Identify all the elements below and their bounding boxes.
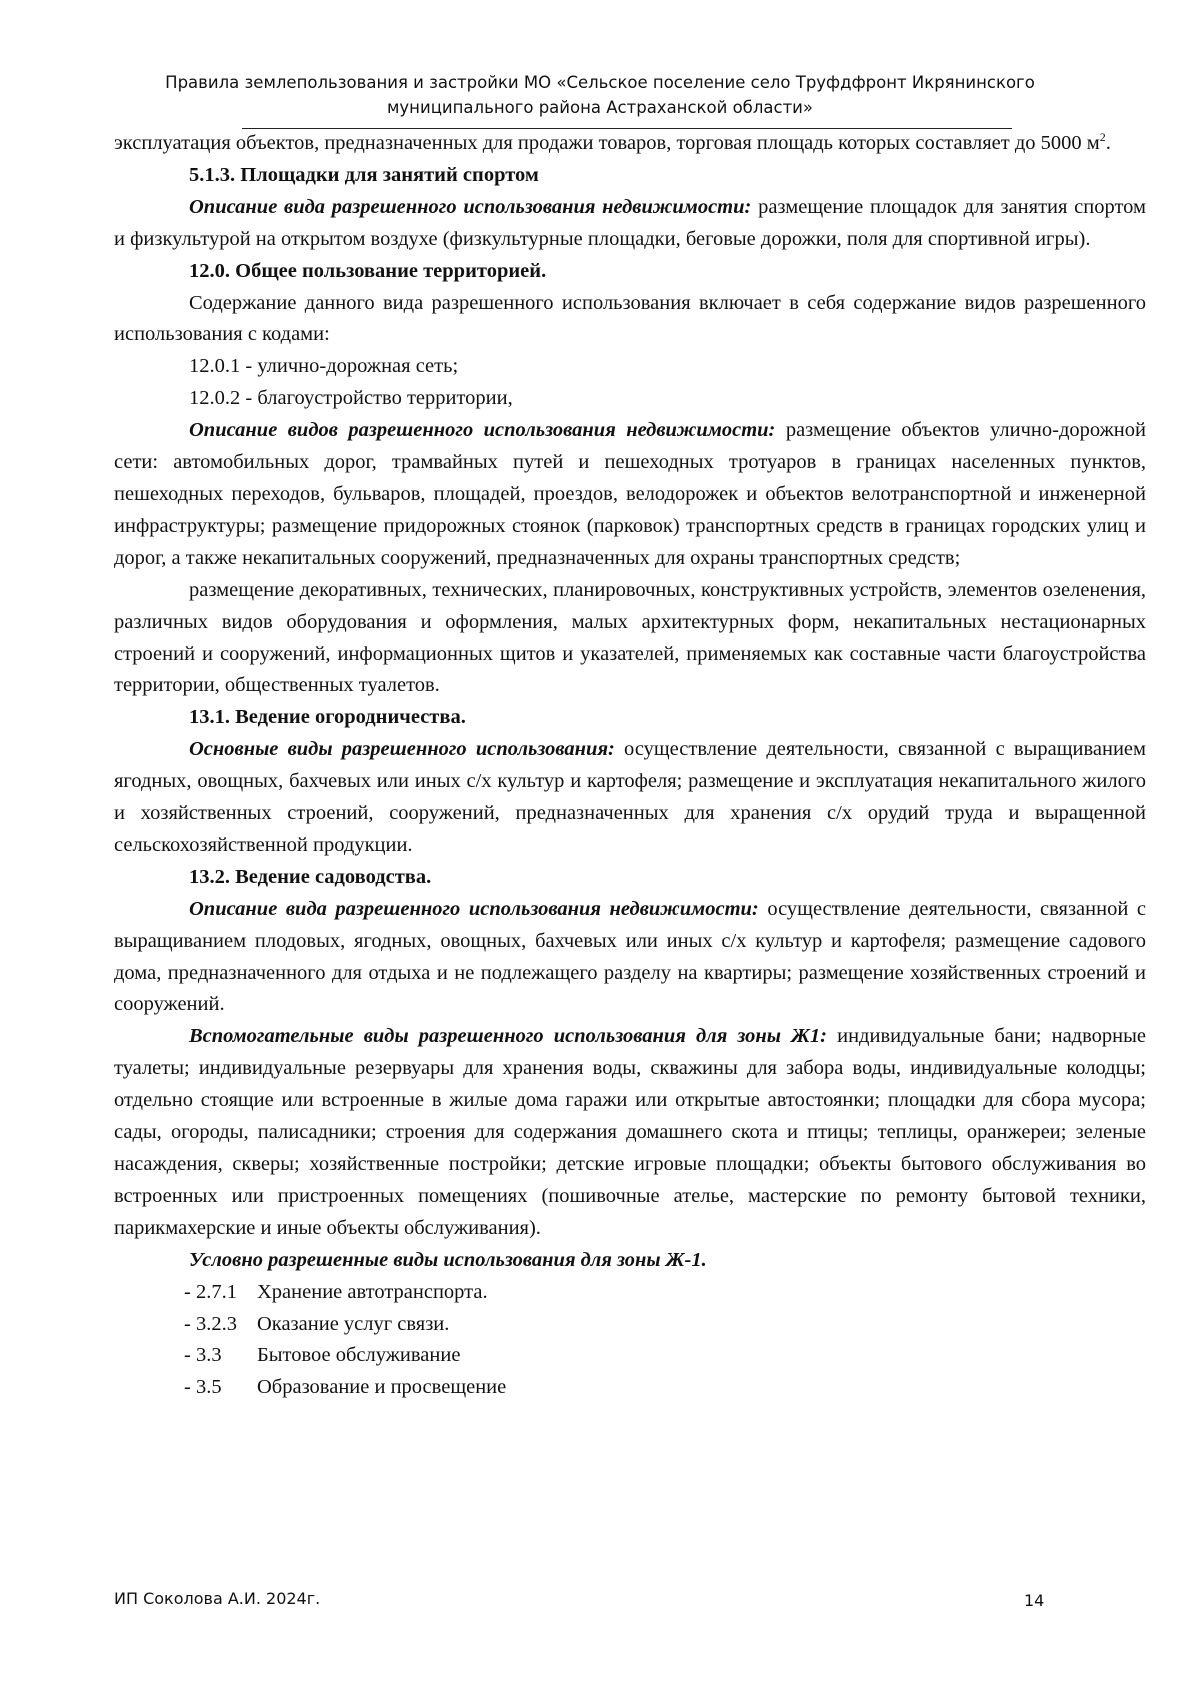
superscript: 2 — [1099, 130, 1106, 145]
list-item-code: - 2.7.1 — [184, 1280, 237, 1303]
document-body — [114, 128, 1146, 1404]
heading-5-1-3: 5.1.3. Площадки для занятий спортом — [189, 163, 539, 186]
list-item-code: - 3.5 — [184, 1376, 222, 1399]
paragraph-12-0-content: Содержание данного вида разрешенного использования включает в себя содержание видов разрешенного использования с кодами: — [114, 291, 1146, 346]
list-item-code: - 3.3 — [184, 1344, 222, 1367]
paragraph-sport-description: Описание вида разрешенного использования недвижимости: размещение площадок для занятия спортом и физкультурой на открытом воздухе (физкультурные площадки, беговые дорожки, поля для спортивной игры). — [114, 195, 1146, 250]
list-item — [114, 1309, 1146, 1341]
list-item — [114, 1277, 1146, 1309]
header-line-1: Правила землепользования и застройки МО «Сельское поселение село Труфдфронт Икрянинского — [165, 73, 1035, 92]
heading-13-2: 13.2. Ведение садоводства. — [189, 865, 432, 888]
list-item — [114, 1372, 1146, 1404]
list-item-text: Оказание услуг связи. — [257, 1312, 450, 1335]
list-item-code: - 3.2.3 — [184, 1312, 237, 1335]
paragraph-continued: эксплуатация объектов, предназначенных для продажи товаров, торговая площадь которых составляет до 5000 $м^2$. — [114, 130, 1111, 154]
header-line-2: муниципального района Астраханской области» — [386, 98, 814, 117]
paragraph-landscaping: размещение декоративных, технических, планировочных, конструктивных устройств, элементов озеленения, различных видов оборудования и оформления, малых архитектурных форм, некапитальных нестационарных строений и сооружений, информационных щитов и указателей, применяемых как составные части благоустройства территории, общественных туалетов. — [114, 578, 1146, 697]
footer-author: ИП Соколова А.И. 2024г. — [114, 1589, 321, 1608]
heading-conditional-uses: Условно разрешенные виды использования для зоны Ж-1. — [189, 1248, 707, 1271]
heading-12-0: 12.0. Общее пользование территорией. — [189, 259, 547, 282]
list-item — [114, 1340, 1146, 1372]
list-item-text: Хранение автотранспорта. — [257, 1280, 488, 1303]
code-12-0-2: 12.0.2 - благоустройство территории, — [189, 387, 513, 410]
page-number: 14 — [1024, 1591, 1045, 1610]
heading-13-1: 13.1. Ведение огородничества. — [189, 706, 466, 729]
list-item-text: Бытовое обслуживание — [257, 1344, 461, 1367]
paragraph-road-description: Описание видов разрешенного использования недвижимости: размещение объектов улично-дорожной сети: автомобильных дорог, трамвайных путей и пешеходных тротуаров в границах населенных пунктов, пешеходных переходов, бульваров, площадей, проездов, велодорожек и объектов велотранспортной и инженерной инфраструктуры; размещение придорожных стоянок (парковок) транспортных средств в границах городских улиц и дорог, а также некапитальных сооружений, предназначенных для охраны транспортных средств; — [114, 419, 1146, 569]
page-header — [150, 70, 1050, 120]
paragraph-auxiliary-uses: Вспомогательные виды разрешенного использования для зоны Ж1: индивидуальные бани; надворные туалеты; индивидуальные резервуары для хранения воды, скважины для забора воды, индивидуальные колодцы; отдельно стоящие или встроенные в жилые дома гаражи или открытые автостоянки; площадки для сбора мусора; сады, огороды, палисадники; строения для содержания домашнего скота и птицы; теплицы, оранжереи; зеленые насаждения, скверы; хозяйственные постройки; детские игровые площадки; объекты бытового обслуживания во встроенных или пристроенных помещениях (пошивочные ателье, мастерские по ремонту бытовой техники, парикмахерские и иные объекты обслуживания). — [114, 1025, 1146, 1239]
paragraph-gardening-main: Основные виды разрешенного использования: осуществление деятельности, связанной с выращиванием ягодных, овощных, бахчевых или иных с/х культур и картофеля; размещение и эксплуатация некапитального жилого и хозяйственных строений, сооружений, предназначенных для хранения с/х орудий труда и выращенной сельскохозяйственной продукции. — [114, 738, 1146, 856]
paragraph-horticulture: Описание вида разрешенного использования недвижимости: осуществление деятельности, связанной с выращиванием плодовых, ягодных, овощных, бахчевых или иных с/х культур и картофеля; размещение садового дома, предназначенного для отдыха и не подлежащего разделу на квартиры; размещение хозяйственных строений и сооружений. — [114, 897, 1146, 1016]
code-12-0-1: 12.0.1 - улично-дорожная сеть; — [189, 355, 459, 378]
list-item-text: Образование и просвещение — [257, 1376, 507, 1399]
